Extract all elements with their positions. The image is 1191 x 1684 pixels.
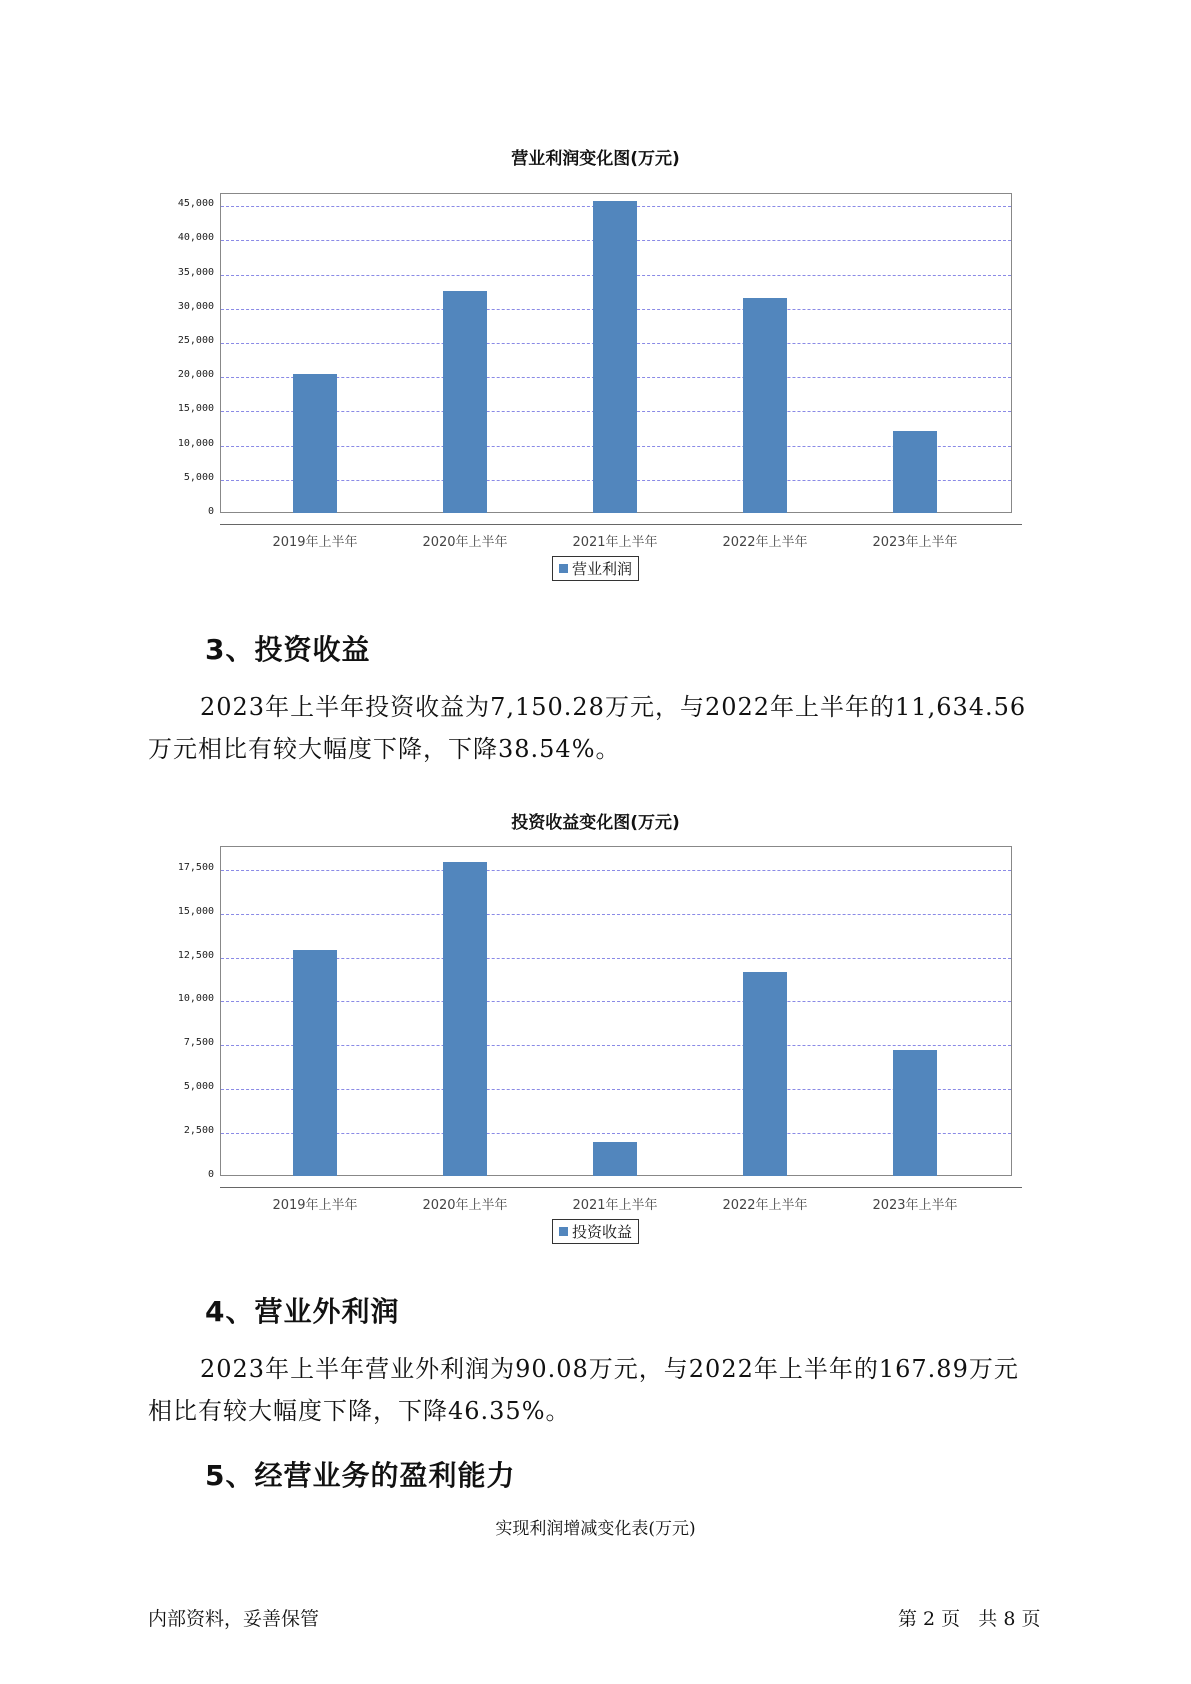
bar: [293, 950, 337, 1176]
chart1-title: 营业利润变化图(万元): [511, 149, 680, 169]
section4-paragraph-line1: 2023年上半年营业外利润为90.08万元，与2022年上半年的167.89万元: [200, 1355, 1019, 1383]
x-tick-label: 2022年上半年: [722, 1198, 808, 1213]
legend-swatch: [559, 1227, 568, 1236]
x-tick-label: 2019年上半年: [272, 1198, 358, 1213]
y-tick-label: 7,500: [183, 1037, 214, 1049]
bar: [893, 1050, 937, 1176]
y-tick-label: 35,000: [177, 266, 214, 278]
x-tick-label: 2019年上半年: [272, 535, 358, 550]
bar: [293, 374, 337, 513]
y-tick-label: 15,000: [177, 905, 214, 917]
y-tick-label: 30,000: [177, 300, 214, 312]
section4-paragraph-line2: 相比有较大幅度下降，下降46.35%。: [148, 1397, 571, 1425]
footer-left: 内部资料，妥善保管: [148, 1608, 320, 1630]
section3-heading: 3、投资收益: [205, 633, 371, 666]
x-tick-label: 2022年上半年: [722, 535, 808, 550]
bar: [443, 862, 487, 1176]
y-tick-label: 10,000: [177, 437, 214, 449]
legend-label: 营业利润: [572, 560, 633, 578]
y-tick-label: 0: [207, 1169, 214, 1180]
gridline: [221, 958, 1011, 959]
y-tick-label: 15,000: [177, 403, 214, 415]
y-tick-label: 40,000: [177, 232, 214, 244]
chart2-title: 投资收益变化图(万元): [511, 813, 680, 833]
y-tick-label: 12,500: [177, 949, 214, 961]
y-tick-label: 10,000: [177, 993, 214, 1005]
chart-legend: [552, 1219, 639, 1244]
chart-legend: [552, 556, 639, 581]
x-axis-line: [220, 1187, 1022, 1188]
gridline: [221, 1045, 1011, 1046]
bar: [743, 972, 787, 1176]
section4-heading: 4、营业外利润: [205, 1295, 400, 1328]
profit-table-caption: 实现利润增减变化表(万元): [495, 1519, 696, 1539]
gridline: [221, 914, 1011, 915]
bar: [743, 298, 787, 513]
x-tick-label: 2020年上半年: [422, 535, 508, 550]
y-tick-label: 2,500: [183, 1125, 214, 1137]
y-tick-label: 45,000: [177, 198, 214, 210]
x-tick-label: 2023年上半年: [872, 1198, 958, 1213]
y-tick-label: 0: [207, 506, 214, 517]
x-tick-label: 2021年上半年: [572, 535, 658, 550]
y-tick-label: 17,500: [177, 861, 214, 873]
gridline: [221, 870, 1011, 871]
gridline: [221, 1001, 1011, 1002]
legend-label: 投资收益: [572, 1223, 633, 1241]
bar: [443, 291, 487, 513]
x-tick-label: 2021年上半年: [572, 1198, 658, 1213]
section5-heading: 5、经营业务的盈利能力: [205, 1459, 516, 1492]
x-tick-label: 2020年上半年: [422, 1198, 508, 1213]
section3-paragraph-line2: 万元相比有较大幅度下降，下降38.54%。: [148, 735, 621, 763]
y-tick-label: 5,000: [183, 1081, 214, 1093]
y-tick-label: 5,000: [183, 471, 214, 483]
bar: [893, 431, 937, 513]
y-tick-label: 20,000: [177, 369, 214, 381]
x-axis-line: [220, 524, 1022, 525]
bar: [593, 1142, 637, 1176]
footer-page-number: 第 2 页 共 8 页: [898, 1608, 1041, 1630]
legend-swatch: [559, 564, 568, 573]
bar: [593, 201, 637, 513]
section3-paragraph-line1: 2023年上半年投资收益为7,150.28万元，与2022年上半年的11,634.56: [200, 693, 1027, 721]
y-tick-label: 25,000: [177, 335, 214, 347]
x-tick-label: 2023年上半年: [872, 535, 958, 550]
